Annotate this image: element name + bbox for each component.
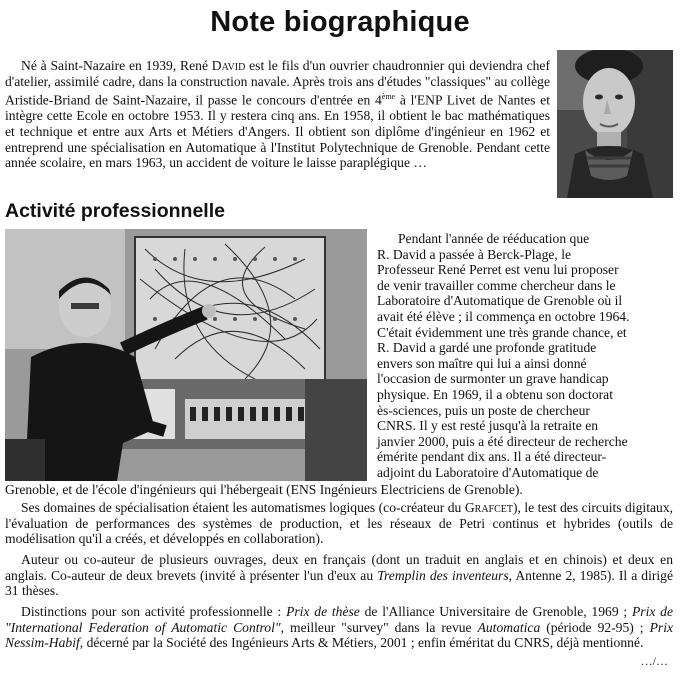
lab-photo: [5, 229, 367, 481]
lab-photo-graphic: [5, 229, 367, 481]
intro-text-1: Né à Saint-Nazaire en 1939, René: [21, 58, 212, 73]
intro-paragraph: [5, 58, 550, 171]
distinctions-text-4: (période 92-95) ;: [540, 619, 650, 635]
publications-text-1: Auteur ou co-auteur de plusieurs ouvrages, deux en français (dont un traduit en anglais et en chinois) et deux en anglais. Co-auteur de deux brevets (invité à présenter l'un d'eux au: [5, 552, 673, 583]
portrait-photo-graphic: [557, 50, 673, 198]
activity-line-12: ès-sciences, puis un poste de chercheur: [377, 402, 590, 418]
page-title: Note biographique: [210, 6, 470, 38]
publications-text-2: , Antenne 2, 1985). Il a dirigé 31 thèses.: [5, 567, 673, 599]
activity-line-3: Professeur René Perret est venu lui proposer: [377, 262, 619, 278]
activity-line-5: Laboratoire d'Automatique de Grenoble où il: [377, 293, 623, 309]
prize-nessim-habif: Prix Nessim-Habif: [5, 619, 674, 651]
tv-programme-title: Tremplin des inventeurs: [377, 567, 509, 583]
prize-ifac: Prix de "International Federation of Automatic Control": [5, 604, 673, 635]
portrait-photo: [557, 50, 673, 198]
specialisation-text-2: ), le test des circuits digitaux, l'évaluation de performances des systèmes de production, et les réseaux de Petri continus et hybrides (outils de modélisation qu'il a créés, et développés en collaboration).: [5, 500, 674, 547]
activity-line-9: envers son maître qui lui a ainsi donné: [377, 355, 587, 371]
prize-thesis: Prix de thèse: [286, 604, 360, 619]
distinctions-text-3: , meilleur "survey" dans la revue: [280, 619, 478, 635]
activity-continuation: Grenoble, et de l'école d'ingénieurs qui l'hébergeait (ENS Ingénieurs Electriciens de Grenoble).: [5, 482, 523, 497]
distinctions-text-2: de l'Alliance Universitaire de Grenoble, 1969 ;: [359, 604, 632, 619]
distinctions-text-5: , décerné par la Société des Ingénieurs Arts & Métiers, 2001 ; enfin éméritat du CNRS, déjà mentionné.: [79, 635, 644, 651]
distinctions-paragraph: [5, 604, 673, 651]
journal-title: Automatica: [477, 619, 541, 635]
specialisation-paragraph: [5, 500, 673, 547]
activity-line-6: avait été élève ; il commença en octobre 1964.: [377, 308, 630, 324]
ordinal-superscript: ème: [381, 92, 396, 102]
intro-text-2: est le fils d'un ouvrier chaudronnier qui deviendra chef d'atelier, assimilé cadre, dans la construction navale. Après trois ans d'études "classiques" au collège Aristide-Briand de Saint-Nazaire, il passe le concours d'entrée en 4: [5, 58, 550, 108]
activity-line-4: de venir travailler comme chercheur dans le: [377, 277, 616, 293]
publications-paragraph: [5, 552, 673, 599]
activity-line-1: Pendant l'année de rééducation que: [398, 231, 590, 246]
activity-line-15: émérite pendant dix ans. Il a été directeur-: [377, 449, 607, 465]
author-name: David: [211, 58, 246, 73]
specialisation-text-1: Ses domaines de spécialisation étaient les automatismes logiques (co-créateur du: [21, 500, 465, 515]
activity-line-14: janvier 2000, puis a été directeur de recherche: [377, 433, 628, 449]
activity-line-8: R. David a gardé une profonde gratitude: [377, 340, 597, 356]
activity-line-13: CNRS. Il y est resté jusqu'à la retraite en: [377, 418, 599, 434]
activity-line-10: l'occasion de surmonter un grave handicap: [377, 371, 609, 387]
activity-line-16: adjoint du Laboratoire d'Automatique de: [377, 464, 599, 480]
activity-line-11: physique. En 1969, il a obtenu son doctorat: [377, 386, 613, 402]
continued-marker: …/…: [640, 654, 668, 668]
grafcet-term: Grafcet: [464, 500, 513, 515]
activity-line-2: R. David a passée à Berck-Plage, le: [377, 246, 572, 262]
section-heading: Activité professionnelle: [5, 200, 225, 222]
intro-text-3: à l'ENP Livet de Nantes et intègre cette Ecole en octobre 1953. Il y restera cinq ans. En 1958, il obtient le bac mathématiques et technique et entre aux Arts et Métiers d'Angers. Il obtient son diplôme d'ingénieur en 1962 et entreprend une spécialisation en Automatique à l'Institut Polytechnique de Grenoble. Pendant cette année scolaire, en mars 1963, un accident de voiture le laisse paraplégique …: [5, 92, 550, 171]
activity-paragraph: [377, 231, 673, 481]
distinctions-text-1: Distinctions pour son activité professionnelle :: [21, 604, 287, 619]
activity-line-7: C'était évidemment une très grande chance, et: [377, 324, 627, 340]
